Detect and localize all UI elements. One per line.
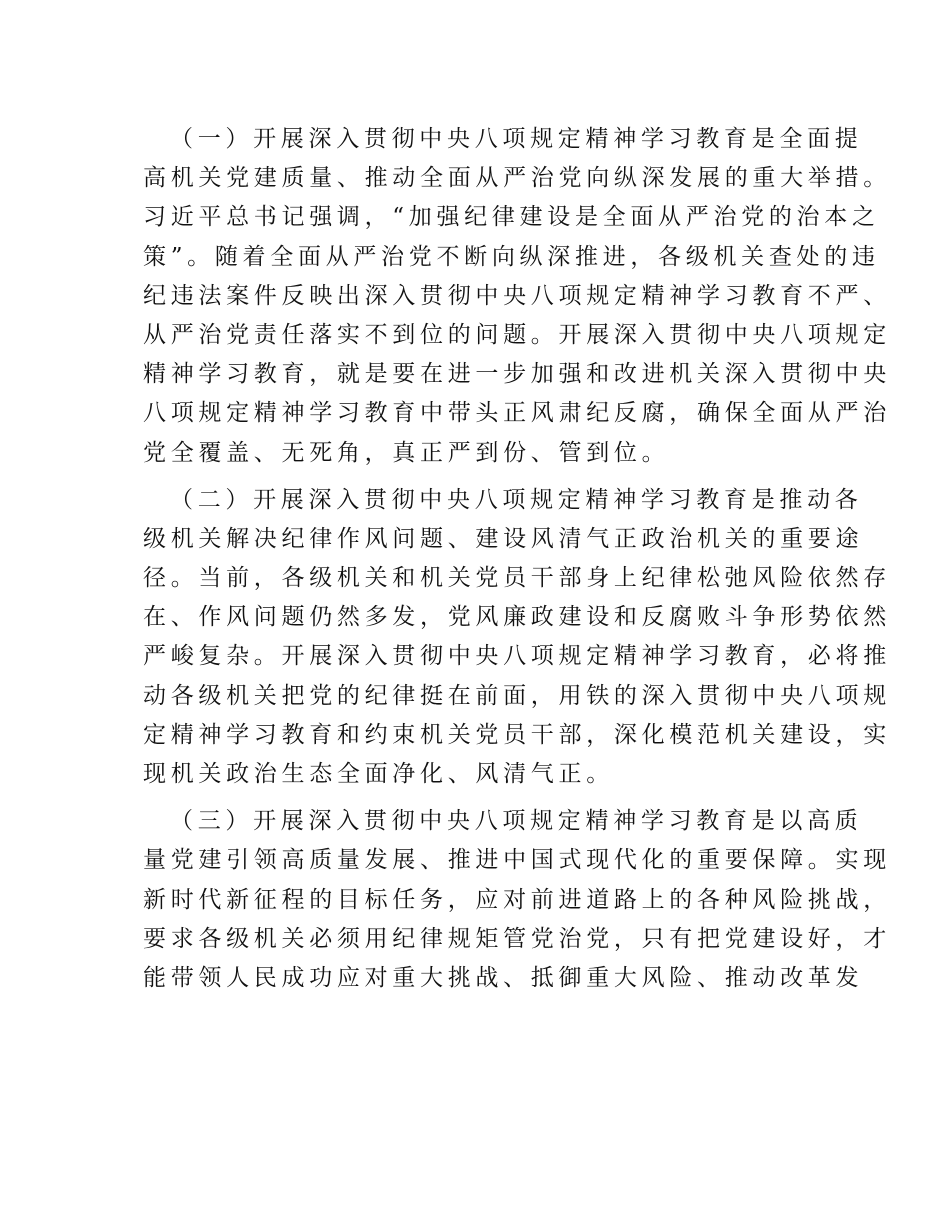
text-line: 定精神学习教育和约束机关党员干部，深化模范机关建设，实 (143, 721, 891, 748)
text-line: （一）开展深入贯彻中央八项规定精神学习教育是全面提 (170, 126, 863, 152)
text-line: 习近平总书记强调，“加强纪律建设是全面从严治党的治本之 (143, 204, 880, 231)
document-body (143, 120, 891, 998)
paragraph-section-1 (143, 120, 891, 473)
text-line: 量党建引领高质量发展、推进中国式现代化的重要保障。实现 (143, 847, 891, 874)
text-line: 从严治党责任落实不到位的问题。开展深入贯彻中央八项规定 (143, 321, 891, 348)
paragraph-section-3 (143, 802, 891, 998)
text-line: 动各级机关把党的纪律挺在前面，用铁的深入贯彻中央八项规 (143, 682, 891, 709)
paragraph-section-2 (143, 481, 891, 795)
text-line: 策”。随着全面从严治党不断向纵深推进，各级机关查处的违 (143, 243, 880, 270)
text-line: 高机关党建质量、推动全面从严治党向纵深发展的重大举措。 (143, 165, 891, 192)
text-line: 精神学习教育，就是要在进一步加强和改进机关深入贯彻中央 (143, 361, 891, 388)
text-line: 要求各级机关必须用纪律规矩管党治党，只有把党建设好，才 (143, 925, 891, 952)
text-line: 严峻复杂。开展深入贯彻中央八项规定精神学习教育，必将推 (143, 643, 891, 670)
text-line: 新时代新征程的目标任务，应对前进道路上的各种风险挑战， (143, 886, 891, 913)
text-line: （二）开展深入贯彻中央八项规定精神学习教育是推动各 (170, 486, 863, 513)
text-line: 径。当前，各级机关和机关党员干部身上纪律松弛风险依然存 (143, 565, 891, 592)
text-line: 八项规定精神学习教育中带头正风肃纪反腐，确保全面从严治 (143, 400, 891, 427)
text-line: 党全覆盖、无死角，真正严到份、管到位。 (143, 439, 670, 466)
text-line: （三）开展深入贯彻中央八项规定精神学习教育是以高质 (170, 808, 863, 835)
text-line: 在、作风问题仍然多发，党风廉政建设和反腐败斗争形势依然 (143, 604, 891, 631)
text-line: 纪违法案件反映出深入贯彻中央八项规定精神学习教育不严、 (143, 282, 891, 309)
text-line: 现机关政治生态全面净化、风清气正。 (143, 761, 614, 787)
text-line: 能带领人民成功应对重大挑战、抵御重大风险、推动改革发 (143, 964, 864, 991)
text-line: 级机关解决纪律作风问题、建设风清气正政治机关的重要途 (143, 525, 864, 552)
